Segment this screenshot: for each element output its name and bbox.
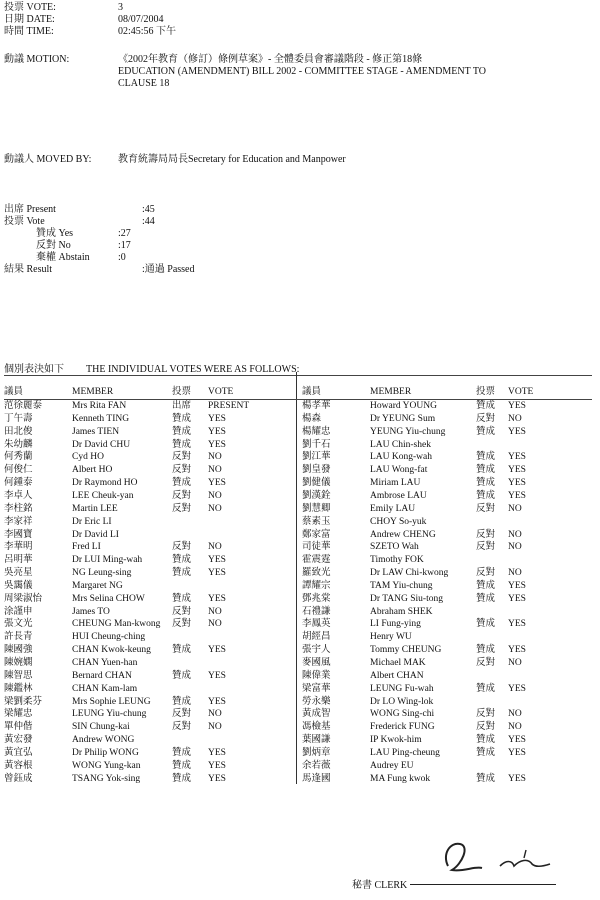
member-name-en: Mrs Rita FAN (72, 401, 127, 411)
member-name-en: Dr LO Wing-lok (370, 696, 434, 707)
member-name-en: LAU Ping-cheung (370, 747, 440, 758)
vote-en: NO (508, 503, 522, 514)
individual-votes-title-zh: 個別表決如下 (4, 364, 64, 375)
member-name-en: TSANG Yok-sing (72, 773, 141, 784)
vote-en: YES (208, 760, 226, 771)
vote-zh: 反對 (172, 490, 192, 501)
table-row (4, 490, 594, 502)
member-name-zh: 何秀蘭 (4, 452, 33, 463)
member-name-zh: 羅致光 (302, 568, 331, 579)
member-name-zh: 劉江華 (302, 452, 331, 463)
vote-zh: 贊成 (172, 413, 192, 424)
vote-zh: 反對 (476, 709, 496, 720)
member-name-zh: 馬逢國 (302, 773, 331, 784)
vote-number: 3 (118, 2, 123, 13)
no-label: 反對 No (36, 240, 71, 251)
header-member-zh-left: 議員 (4, 387, 24, 397)
member-name-en: Michael MAK (370, 658, 426, 668)
vote-zh: 反對 (172, 722, 192, 733)
vote-en: YES (508, 465, 526, 476)
motion-title-en-1: EDUCATION (AMENDMENT) BILL 2002 - COMMITTEE STAGE - AMENDMENT TO (118, 66, 486, 77)
member-name-en: HUI Cheung-ching (72, 632, 146, 643)
member-name-en: LAU Chin-shek (370, 439, 431, 450)
member-name-en: Fred LI (72, 542, 101, 553)
vote-zh: 反對 (476, 568, 496, 579)
table-top-rule (4, 375, 592, 376)
member-name-zh: 譚耀宗 (302, 580, 331, 591)
result-label: 結果 Result (4, 264, 53, 275)
vote-en: YES (208, 645, 226, 656)
vote-en: NO (508, 658, 522, 668)
vote-zh: 贊成 (476, 645, 496, 656)
member-name-en: LAU Wong-fat (370, 465, 428, 476)
member-name-zh: 朱幼麟 (4, 439, 33, 450)
member-name-en: WONG Yung-kan (72, 760, 141, 771)
member-name-zh: 鄭家富 (302, 529, 331, 540)
clerk-label: 秘書 CLERK (352, 880, 408, 891)
vote-en: YES (508, 580, 526, 591)
vote-en: YES (208, 555, 226, 566)
vote-en: YES (508, 478, 526, 489)
individual-votes-title-en: THE INDIVIDUAL VOTES WERE AS FOLLOWS: (86, 364, 300, 375)
member-name-zh: 余若薇 (302, 760, 331, 771)
member-name-zh: 楊孝華 (302, 401, 331, 411)
member-name-zh: 張文光 (4, 619, 33, 630)
member-name-en: Tommy CHEUNG (370, 645, 442, 656)
vote-zh: 贊成 (172, 696, 192, 707)
member-name-en: NG Leung-sing (72, 568, 132, 579)
table-row (4, 670, 594, 682)
member-name-zh: 陳鑑林 (4, 683, 33, 694)
member-name-zh: 許長青 (4, 632, 33, 643)
vote-zh: 贊成 (172, 478, 192, 489)
vote-en: YES (208, 439, 226, 450)
vote-en: YES (208, 773, 226, 784)
table-row (4, 516, 594, 528)
member-name-zh: 石禮謙 (302, 606, 331, 617)
member-name-zh: 李鳳英 (302, 619, 331, 630)
vote-zh: 反對 (476, 658, 496, 668)
member-name-zh: 黃成智 (302, 709, 331, 720)
vote-en: NO (208, 709, 222, 720)
member-name-en: Ambrose LAU (370, 490, 427, 501)
table-row (4, 426, 594, 438)
vote-zh: 反對 (172, 619, 192, 630)
member-name-en: Miriam LAU (370, 478, 421, 489)
vote-en: YES (508, 747, 526, 758)
vote-zh: 反對 (172, 709, 192, 720)
member-name-zh: 鄧兆棠 (302, 593, 331, 604)
member-name-en: TAM Yiu-chung (370, 580, 433, 591)
table-row (4, 606, 594, 618)
member-name-zh: 劉慧卿 (302, 503, 331, 514)
moved-by-value: 教育統籌局局長Secretary for Education and Manpower (118, 154, 346, 165)
vote-en: NO (208, 722, 222, 733)
vote-zh: 贊成 (172, 670, 192, 681)
vote-zh: 贊成 (172, 568, 192, 579)
member-name-en: SIN Chung-kai (72, 722, 130, 733)
member-name-zh: 麥國風 (302, 658, 331, 668)
time-label: 時間 TIME: (4, 26, 54, 37)
member-name-zh: 曾鈺成 (4, 773, 33, 784)
table-row (4, 683, 594, 695)
member-name-zh: 勞永樂 (302, 696, 331, 707)
member-name-en: Emily LAU (370, 503, 416, 514)
table-row (4, 580, 594, 592)
vote-zh: 贊成 (172, 773, 192, 784)
table-row (4, 554, 594, 566)
vote-en: PRESENT (208, 401, 250, 411)
member-name-zh: 李家祥 (4, 516, 33, 527)
member-name-zh: 陳國強 (4, 645, 33, 656)
member-name-en: Albert HO (72, 465, 113, 476)
vote-en: NO (508, 709, 522, 720)
vote-zh: 贊成 (476, 452, 496, 463)
vote-en: YES (208, 670, 226, 681)
member-name-zh: 胡經昌 (302, 632, 331, 643)
member-name-zh: 吳靄儀 (4, 580, 33, 591)
motion-title (118, 54, 588, 90)
member-name-en: LEUNG Yiu-chung (72, 709, 147, 720)
table-row (4, 657, 594, 669)
member-name-en: Margaret NG (72, 580, 123, 591)
member-name-zh: 張宇人 (302, 645, 331, 656)
table-header-rule (4, 399, 592, 400)
member-name-en: Andrew CHENG (370, 529, 436, 540)
member-name-en: Albert CHAN (370, 670, 424, 681)
member-name-zh: 楊森 (302, 413, 322, 424)
vote-zh: 贊成 (172, 426, 192, 437)
member-name-zh: 李卓人 (4, 490, 33, 501)
member-name-en: LEE Cheuk-yan (72, 490, 134, 501)
member-name-en: Dr Philip WONG (72, 747, 139, 758)
member-name-zh: 涂謹申 (4, 606, 33, 617)
vote-en: YES (508, 401, 526, 411)
member-name-zh: 司徒華 (302, 542, 331, 553)
vote-zh: 反對 (476, 503, 496, 514)
vote-en: NO (208, 606, 222, 617)
member-name-en: Frederick FUNG (370, 722, 435, 733)
member-name-en: LEUNG Fu-wah (370, 683, 434, 694)
vote-en: YES (508, 683, 526, 694)
vote-en: YES (508, 452, 526, 463)
member-name-en: Mrs Selina CHOW (72, 593, 145, 604)
vote-label: 投票 Vote (4, 216, 45, 227)
table-row (4, 413, 594, 425)
header-vote-en-left: VOTE (208, 387, 234, 397)
table-row (4, 541, 594, 553)
member-name-zh: 霍震霆 (302, 555, 331, 566)
member-name-en: Abraham SHEK (370, 606, 433, 617)
vote-zh: 贊成 (476, 580, 496, 591)
member-name-zh: 劉炳章 (302, 747, 331, 758)
member-name-zh: 何鍾泰 (4, 478, 33, 489)
vote-en: NO (508, 529, 522, 540)
member-name-zh: 單仲偕 (4, 722, 33, 733)
member-name-zh: 黃容根 (4, 760, 33, 771)
vote-zh: 贊成 (172, 760, 192, 771)
header-member-en-left: MEMBER (72, 387, 114, 397)
vote-zh: 贊成 (476, 490, 496, 501)
motion-title-zh: 《2002年教育（修訂）條例草案》- 全體委員會審議階段 - 修正第18條 (118, 54, 423, 65)
vote-en: YES (208, 478, 226, 489)
vote-en: NO (208, 542, 222, 553)
vote-zh: 贊成 (172, 645, 192, 656)
table-row (4, 734, 594, 746)
signature-line (410, 884, 556, 885)
no-count: :17 (118, 240, 131, 251)
member-name-en: Andrew WONG (72, 735, 135, 746)
vote-zh: 反對 (476, 542, 496, 553)
member-name-en: SZETO Wah (370, 542, 419, 553)
vote-en: YES (208, 593, 226, 604)
member-name-en: Audrey EU (370, 760, 414, 771)
table-header (4, 386, 594, 398)
clerk-signature (440, 836, 570, 878)
vote-zh: 出席 (172, 401, 192, 411)
vote-en: YES (208, 568, 226, 579)
table-row (4, 644, 594, 656)
vote-zh: 贊成 (476, 683, 496, 694)
header-member-en-right: MEMBER (370, 387, 412, 397)
member-name-zh: 黃宜弘 (4, 747, 33, 758)
vote-zh: 贊成 (476, 735, 496, 746)
vote-en: YES (208, 426, 226, 437)
table-row (4, 631, 594, 643)
vote-zh: 反對 (476, 722, 496, 733)
vote-en: NO (508, 568, 522, 579)
table-row (4, 618, 594, 630)
motion-title-en-2: CLAUSE 18 (118, 78, 170, 89)
vote-en: YES (208, 747, 226, 758)
member-name-zh: 李華明 (4, 542, 33, 553)
moved-by-label: 動議人 MOVED BY: (4, 154, 92, 165)
member-name-en: YEUNG Yiu-chung (370, 426, 446, 437)
abstain-count: :0 (118, 252, 126, 263)
member-name-en: Bernard CHAN (72, 670, 132, 681)
abstain-label: 棄權 Abstain (36, 252, 90, 263)
vote-zh: 贊成 (476, 593, 496, 604)
yes-count: :27 (118, 228, 131, 239)
vote-zh: 贊成 (172, 593, 192, 604)
vote-zh: 反對 (476, 413, 496, 424)
table-row (4, 747, 594, 759)
member-name-zh: 李柱銘 (4, 503, 33, 514)
table-row (4, 696, 594, 708)
time-value: 02:45:56 下午 (118, 26, 177, 37)
member-name-en: Dr David CHU (72, 439, 131, 450)
table-row (4, 400, 594, 412)
member-name-zh: 陳婉嫻 (4, 658, 33, 668)
vote-en: NO (208, 452, 222, 463)
table-row (4, 464, 594, 476)
vote-en: YES (508, 773, 526, 784)
table-row (4, 708, 594, 720)
member-name-zh: 范徐麗泰 (4, 401, 43, 411)
member-name-zh: 陳智思 (4, 670, 33, 681)
table-row (4, 773, 594, 785)
member-name-en: CHAN Kam-lam (72, 683, 138, 694)
member-name-zh: 梁劉柔芬 (4, 696, 43, 707)
member-name-en: MA Fung kwok (370, 773, 431, 784)
vote-en: NO (508, 542, 522, 553)
member-name-en: Dr LUI Ming-wah (72, 555, 143, 566)
member-name-zh: 吳亮星 (4, 568, 33, 579)
result-value: :通過 Passed (142, 264, 195, 275)
vote-zh: 贊成 (476, 465, 496, 476)
vote-number-label: 投票 VOTE: (4, 2, 56, 13)
present-label: 出席 Present (4, 204, 56, 215)
member-name-zh: 黃宏發 (4, 735, 33, 746)
vote-zh: 反對 (172, 452, 192, 463)
vote-count: :44 (142, 216, 155, 227)
vote-en: NO (508, 722, 522, 733)
vote-zh: 贊成 (476, 747, 496, 758)
motion-label: 動議 MOTION: (4, 54, 70, 65)
member-name-en: Henry WU (370, 632, 412, 643)
date-value: 08/07/2004 (118, 14, 164, 25)
member-name-en: Timothy FOK (370, 555, 424, 566)
vote-en: YES (508, 619, 526, 630)
member-name-zh: 蔡素玉 (302, 516, 331, 527)
table-row (4, 477, 594, 489)
date-label: 日期 DATE: (4, 14, 55, 25)
header-vote-en-right: VOTE (508, 387, 534, 397)
member-name-en: CHAN Kwok-keung (72, 645, 151, 656)
member-name-en: James TIEN (72, 426, 120, 437)
member-name-zh: 李國寶 (4, 529, 33, 540)
vote-en: YES (208, 696, 226, 707)
vote-en: NO (508, 413, 522, 424)
vote-zh: 反對 (476, 529, 496, 540)
vote-en: YES (508, 735, 526, 746)
vote-en: YES (208, 413, 226, 424)
vote-en: NO (208, 503, 222, 514)
member-name-zh: 丁午壽 (4, 413, 33, 424)
member-name-zh: 陳偉業 (302, 670, 331, 681)
member-name-zh: 劉漢銓 (302, 490, 331, 501)
vote-en: YES (508, 593, 526, 604)
table-row (4, 503, 594, 515)
header-vote-zh-right: 投票 (476, 387, 496, 397)
vote-zh: 贊成 (476, 619, 496, 630)
member-name-en: Dr David LI (72, 529, 119, 540)
table-row (4, 451, 594, 463)
vote-zh: 反對 (172, 606, 192, 617)
present-count: :45 (142, 204, 155, 215)
member-name-en: Cyd HO (72, 452, 104, 463)
vote-zh: 贊成 (476, 426, 496, 437)
member-name-zh: 呂明華 (4, 555, 33, 566)
member-name-en: CHEUNG Man-kwong (72, 619, 161, 630)
vote-zh: 贊成 (476, 773, 496, 784)
member-name-en: Kenneth TING (72, 413, 130, 424)
member-name-en: LI Fung-ying (370, 619, 421, 630)
vote-zh: 反對 (172, 503, 192, 514)
member-name-zh: 梁富華 (302, 683, 331, 694)
member-name-zh: 楊耀忠 (302, 426, 331, 437)
member-name-en: James TO (72, 606, 110, 617)
member-name-en: IP Kwok-him (370, 735, 422, 746)
vote-en: YES (508, 426, 526, 437)
member-name-en: WONG Sing-chi (370, 709, 435, 720)
table-row (4, 760, 594, 772)
member-name-en: Martin LEE (72, 503, 118, 514)
vote-en: NO (208, 465, 222, 476)
vote-zh: 贊成 (172, 555, 192, 566)
vote-en: YES (508, 490, 526, 501)
member-name-en: CHOY So-yuk (370, 516, 427, 527)
member-name-en: Dr LAW Chi-kwong (370, 568, 449, 579)
member-name-zh: 葉國謙 (302, 735, 331, 746)
vote-zh: 贊成 (172, 747, 192, 758)
member-name-en: Dr YEUNG Sum (370, 413, 436, 424)
vote-en: NO (208, 490, 222, 501)
vote-zh: 反對 (172, 542, 192, 553)
member-name-zh: 劉皇發 (302, 465, 331, 476)
member-name-en: Dr Eric LI (72, 516, 112, 527)
vote-zh: 贊成 (476, 478, 496, 489)
table-row (4, 439, 594, 451)
member-name-en: Howard YOUNG (370, 401, 437, 411)
vote-zh: 反對 (172, 465, 192, 476)
member-name-en: CHAN Yuen-han (72, 658, 138, 668)
member-name-en: Dr Raymond HO (72, 478, 138, 489)
member-name-zh: 田北俊 (4, 426, 33, 437)
yes-label: 贊成 Yes (36, 228, 74, 239)
header-vote-zh-left: 投票 (172, 387, 192, 397)
member-name-zh: 何俊仁 (4, 465, 33, 476)
header-member-zh-right: 議員 (302, 387, 322, 397)
vote-en: NO (208, 619, 222, 630)
member-name-zh: 劉健儀 (302, 478, 331, 489)
vote-zh: 贊成 (172, 439, 192, 450)
vote-en: YES (508, 645, 526, 656)
vote-zh: 贊成 (476, 401, 496, 411)
member-name-zh: 馮檢基 (302, 722, 331, 733)
member-name-zh: 周梁淑怡 (4, 593, 43, 604)
member-name-zh: 劉千石 (302, 439, 331, 450)
member-name-zh: 梁耀忠 (4, 709, 33, 720)
table-row (4, 567, 594, 579)
member-name-en: Dr TANG Siu-tong (370, 593, 443, 604)
table-row (4, 721, 594, 733)
member-name-en: Mrs Sophie LEUNG (72, 696, 151, 707)
table-row (4, 593, 594, 605)
member-name-en: LAU Kong-wah (370, 452, 433, 463)
table-row (4, 529, 594, 541)
